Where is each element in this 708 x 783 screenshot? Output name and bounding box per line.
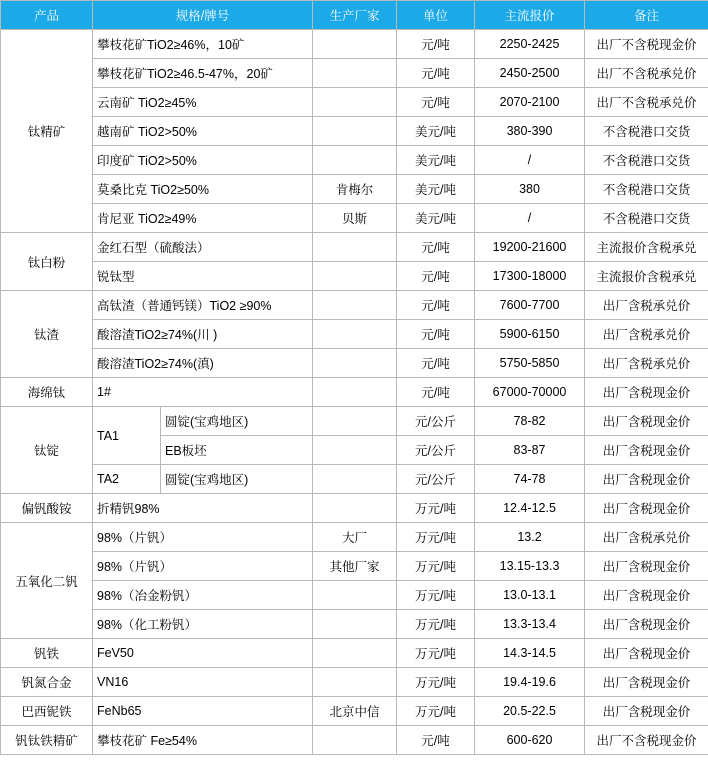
cell-manufacturer: 北京中信	[313, 697, 397, 726]
table-row	[1, 726, 708, 755]
cell-spec: TA2	[93, 465, 161, 494]
cell-note: 出厂含税现金价	[585, 581, 708, 610]
column-header-note: 备注	[585, 1, 708, 30]
column-header-product: 产品	[1, 1, 93, 30]
cell-product: 五氧化二钒	[1, 523, 93, 639]
cell-price: 2070-2100	[475, 88, 585, 117]
cell-product: 钒钛铁精矿	[1, 726, 93, 755]
table-row	[1, 349, 708, 378]
cell-price: 17300-18000	[475, 262, 585, 291]
cell-manufacturer	[313, 465, 397, 494]
cell-unit: 元/公斤	[397, 407, 475, 436]
column-header-manufacturer: 生产厂家	[313, 1, 397, 30]
cell-spec: 1#	[93, 378, 313, 407]
cell-unit: 美元/吨	[397, 204, 475, 233]
table-row	[1, 88, 708, 117]
cell-spec: 攀枝花矿TiO2≥46%，10矿	[93, 30, 313, 59]
cell-spec: 折精钒98%	[93, 494, 313, 523]
cell-note: 出厂含税现金价	[585, 668, 708, 697]
cell-note: 不含税港口交货	[585, 204, 708, 233]
cell-price: 13.2	[475, 523, 585, 552]
cell-note: 出厂含税承兑价	[585, 349, 708, 378]
cell-spec: VN16	[93, 668, 313, 697]
cell-spec: 攀枝花矿 Fe≥54%	[93, 726, 313, 755]
cell-spec: 云南矿 TiO2≥45%	[93, 88, 313, 117]
cell-price: 19.4-19.6	[475, 668, 585, 697]
table-row	[1, 697, 708, 726]
table-row	[1, 407, 708, 436]
cell-unit: 元/公斤	[397, 465, 475, 494]
cell-note: 出厂含税现金价	[585, 639, 708, 668]
cell-note: 出厂含税现金价	[585, 697, 708, 726]
cell-manufacturer	[313, 88, 397, 117]
cell-price: 14.3-14.5	[475, 639, 585, 668]
cell-note: 出厂含税现金价	[585, 465, 708, 494]
cell-unit: 万元/吨	[397, 668, 475, 697]
cell-price: 380-390	[475, 117, 585, 146]
cell-note: 出厂含税现金价	[585, 436, 708, 465]
cell-manufacturer	[313, 291, 397, 320]
table-row	[1, 494, 708, 523]
cell-price: 13.0-13.1	[475, 581, 585, 610]
cell-unit: 元/吨	[397, 726, 475, 755]
cell-spec: FeV50	[93, 639, 313, 668]
cell-product: 钛锭	[1, 407, 93, 494]
cell-spec: 金红石型（硫酸法）	[93, 233, 313, 262]
cell-note: 出厂含税现金价	[585, 494, 708, 523]
table-row	[1, 175, 708, 204]
table-header-row	[1, 1, 708, 30]
cell-spec-detail: 圆锭(宝鸡地区)	[161, 407, 313, 436]
cell-price: 13.3-13.4	[475, 610, 585, 639]
cell-note: 出厂含税现金价	[585, 378, 708, 407]
cell-manufacturer	[313, 146, 397, 175]
cell-product: 偏钒酸铵	[1, 494, 93, 523]
cell-price: 74-78	[475, 465, 585, 494]
cell-manufacturer: 其他厂家	[313, 552, 397, 581]
cell-price: 5900-6150	[475, 320, 585, 349]
cell-unit: 美元/吨	[397, 146, 475, 175]
cell-price: /	[475, 204, 585, 233]
table-row	[1, 523, 708, 552]
table-row	[1, 610, 708, 639]
cell-manufacturer: 大厂	[313, 523, 397, 552]
cell-price: 2250-2425	[475, 30, 585, 59]
cell-spec: 98%（化工粉钒）	[93, 610, 313, 639]
table-row	[1, 465, 708, 494]
cell-note: 主流报价含税承兑	[585, 233, 708, 262]
cell-note: 出厂含税承兑价	[585, 291, 708, 320]
cell-spec: 酸溶渣TiO2≥74%(川 )	[93, 320, 313, 349]
cell-manufacturer	[313, 407, 397, 436]
cell-price: 78-82	[475, 407, 585, 436]
cell-note: 出厂不含税承兑价	[585, 59, 708, 88]
cell-manufacturer	[313, 262, 397, 291]
cell-unit: 万元/吨	[397, 552, 475, 581]
cell-price: /	[475, 146, 585, 175]
cell-unit: 元/吨	[397, 262, 475, 291]
table-row	[1, 668, 708, 697]
table-row	[1, 233, 708, 262]
table-body	[1, 30, 708, 755]
cell-unit: 元/吨	[397, 233, 475, 262]
table-row	[1, 262, 708, 291]
cell-price: 13.15-13.3	[475, 552, 585, 581]
cell-manufacturer	[313, 668, 397, 697]
cell-product: 钒铁	[1, 639, 93, 668]
cell-price: 600-620	[475, 726, 585, 755]
cell-spec: TA1	[93, 407, 161, 465]
cell-spec: 98%（片钒）	[93, 523, 313, 552]
cell-manufacturer	[313, 349, 397, 378]
cell-unit: 美元/吨	[397, 117, 475, 146]
table-row	[1, 59, 708, 88]
cell-manufacturer	[313, 117, 397, 146]
table-row	[1, 639, 708, 668]
cell-spec: 锐钛型	[93, 262, 313, 291]
cell-manufacturer	[313, 59, 397, 88]
table-row	[1, 204, 708, 233]
cell-note: 出厂不含税现金价	[585, 30, 708, 59]
table-header	[1, 1, 708, 30]
cell-product: 海绵钛	[1, 378, 93, 407]
cell-note: 不含税港口交货	[585, 117, 708, 146]
cell-manufacturer	[313, 320, 397, 349]
cell-note: 出厂含税现金价	[585, 407, 708, 436]
table-row	[1, 320, 708, 349]
cell-spec: 印度矿 TiO2>50%	[93, 146, 313, 175]
cell-unit: 元/吨	[397, 30, 475, 59]
cell-unit: 万元/吨	[397, 610, 475, 639]
cell-unit: 万元/吨	[397, 581, 475, 610]
cell-spec: 高钛渣（普通钙镁）TiO2 ≥90%	[93, 291, 313, 320]
cell-product: 钛白粉	[1, 233, 93, 291]
cell-price: 83-87	[475, 436, 585, 465]
cell-manufacturer	[313, 726, 397, 755]
cell-product: 钛渣	[1, 291, 93, 378]
cell-note: 出厂含税现金价	[585, 552, 708, 581]
table-row	[1, 552, 708, 581]
cell-unit: 元/吨	[397, 320, 475, 349]
cell-price: 20.5-22.5	[475, 697, 585, 726]
cell-unit: 元/吨	[397, 59, 475, 88]
cell-unit: 美元/吨	[397, 175, 475, 204]
column-header-spec: 规格/牌号	[93, 1, 313, 30]
cell-spec-detail: EB板坯	[161, 436, 313, 465]
cell-spec: 肯尼亚 TiO2≥49%	[93, 204, 313, 233]
cell-price: 7600-7700	[475, 291, 585, 320]
cell-note: 不含税港口交货	[585, 146, 708, 175]
cell-manufacturer	[313, 610, 397, 639]
cell-price: 5750-5850	[475, 349, 585, 378]
cell-price: 2450-2500	[475, 59, 585, 88]
cell-manufacturer	[313, 233, 397, 262]
cell-product: 钛精矿	[1, 30, 93, 233]
cell-spec: 莫桑比克 TiO2≥50%	[93, 175, 313, 204]
table-row	[1, 378, 708, 407]
table-row	[1, 581, 708, 610]
cell-unit: 万元/吨	[397, 494, 475, 523]
cell-unit: 元/吨	[397, 349, 475, 378]
cell-price: 67000-70000	[475, 378, 585, 407]
cell-price: 380	[475, 175, 585, 204]
cell-note: 出厂含税承兑价	[585, 523, 708, 552]
cell-note: 出厂含税现金价	[585, 610, 708, 639]
column-header-price: 主流报价	[475, 1, 585, 30]
column-header-unit: 单位	[397, 1, 475, 30]
cell-spec-detail: 圆锭(宝鸡地区)	[161, 465, 313, 494]
cell-price: 19200-21600	[475, 233, 585, 262]
cell-spec: 98%（冶金粉钒）	[93, 581, 313, 610]
cell-unit: 元/公斤	[397, 436, 475, 465]
cell-price: 12.4-12.5	[475, 494, 585, 523]
cell-unit: 元/吨	[397, 291, 475, 320]
cell-manufacturer: 肯梅尔	[313, 175, 397, 204]
cell-manufacturer: 贝斯	[313, 204, 397, 233]
table-row	[1, 30, 708, 59]
cell-manufacturer	[313, 436, 397, 465]
cell-manufacturer	[313, 378, 397, 407]
cell-unit: 万元/吨	[397, 639, 475, 668]
cell-unit: 万元/吨	[397, 697, 475, 726]
cell-note: 主流报价含税承兑	[585, 262, 708, 291]
cell-manufacturer	[313, 30, 397, 59]
cell-note: 出厂不含税承兑价	[585, 88, 708, 117]
cell-product: 巴西铌铁	[1, 697, 93, 726]
cell-spec: 越南矿 TiO2>50%	[93, 117, 313, 146]
cell-spec: 98%（片钒）	[93, 552, 313, 581]
cell-manufacturer	[313, 494, 397, 523]
cell-note: 出厂不含税现金价	[585, 726, 708, 755]
cell-spec: FeNb65	[93, 697, 313, 726]
cell-manufacturer	[313, 581, 397, 610]
cell-manufacturer	[313, 639, 397, 668]
cell-spec: 攀枝花矿TiO2≥46.5-47%，20矿	[93, 59, 313, 88]
table-row	[1, 117, 708, 146]
cell-unit: 元/吨	[397, 88, 475, 117]
cell-spec: 酸溶渣TiO2≥74%(滇)	[93, 349, 313, 378]
cell-note: 不含税港口交货	[585, 175, 708, 204]
cell-unit: 元/吨	[397, 378, 475, 407]
cell-unit: 万元/吨	[397, 523, 475, 552]
cell-product: 钒氮合金	[1, 668, 93, 697]
cell-note: 出厂含税承兑价	[585, 320, 708, 349]
table-row	[1, 146, 708, 175]
table-row	[1, 291, 708, 320]
